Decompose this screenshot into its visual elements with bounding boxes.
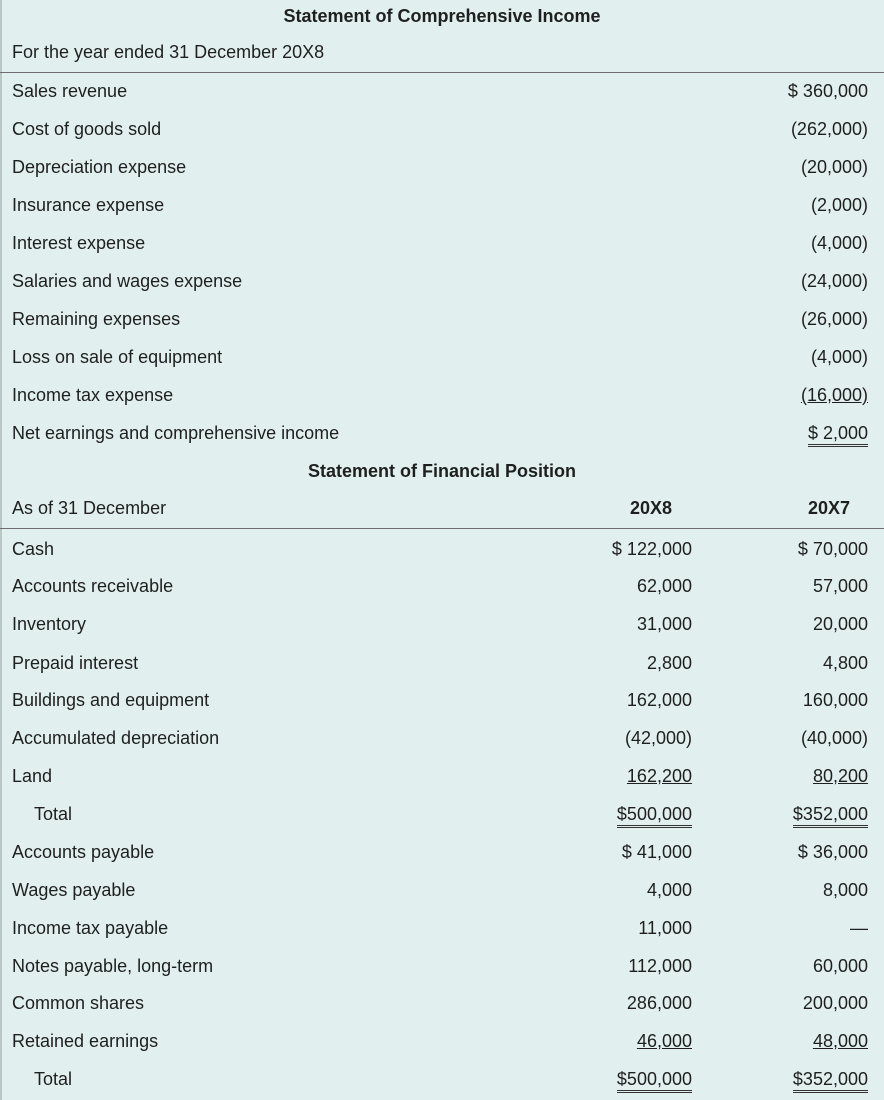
income-row-value: (4,000) — [810, 233, 868, 253]
income-row-label: Insurance expense — [12, 195, 165, 215]
income-row-label: Net earnings and comprehensive income — [12, 423, 340, 443]
income-row-value: (26,000) — [800, 309, 868, 329]
position-row-label: Land — [12, 766, 53, 786]
position-row-label: Buildings and equipment — [12, 690, 210, 710]
position-value-20x8: 2,800 — [646, 653, 692, 673]
position-value-20x7: 57,000 — [812, 576, 868, 596]
position-row-label: Wages payable — [12, 880, 136, 900]
position-value-20x7: $352,000 — [793, 1069, 868, 1093]
position-value-20x8: $ 41,000 — [621, 842, 692, 862]
position-row-label: Total — [34, 804, 73, 824]
position-value-20x8: 46,000 — [636, 1031, 692, 1051]
position-value-20x7: 160,000 — [802, 690, 868, 710]
position-value-20x7: — — [850, 918, 868, 938]
column-header-20x7: 20X7 — [807, 498, 850, 518]
header-divider — [0, 528, 884, 529]
income-row-label: Income tax expense — [12, 385, 174, 405]
position-value-20x7: 8,000 — [822, 880, 868, 900]
income-row-label: Cost of goods sold — [12, 119, 162, 139]
header-divider — [0, 72, 884, 73]
income-row-label: Sales revenue — [12, 81, 128, 101]
position-value-20x7: $ 70,000 — [797, 539, 868, 559]
income-row-label: Loss on sale of equipment — [12, 347, 223, 367]
position-row-label: Retained earnings — [12, 1031, 159, 1051]
financial-position-title: Statement of Financial Position — [307, 461, 577, 481]
income-row-label: Interest expense — [12, 233, 146, 253]
position-value-20x8: $ 122,000 — [611, 539, 692, 559]
position-row-label: Prepaid interest — [12, 653, 139, 673]
position-row-label: Accounts payable — [12, 842, 155, 862]
income-row-value: $ 2,000 — [808, 423, 868, 447]
position-value-20x8: 286,000 — [626, 993, 692, 1013]
position-row-label: Common shares — [12, 993, 145, 1013]
position-value-20x7: 80,200 — [812, 766, 868, 786]
income-row-value: (16,000) — [800, 385, 868, 405]
position-row-label: Inventory — [12, 614, 87, 634]
position-value-20x8: 31,000 — [636, 614, 692, 634]
position-value-20x7: (40,000) — [800, 728, 868, 748]
position-row-label: Total — [34, 1069, 73, 1089]
position-value-20x8: 4,000 — [646, 880, 692, 900]
position-value-20x8: 162,200 — [626, 766, 692, 786]
position-value-20x8: 162,000 — [626, 690, 692, 710]
income-row-value: (4,000) — [810, 347, 868, 367]
income-row-label: Remaining expenses — [12, 309, 181, 329]
income-row-label: Salaries and wages expense — [12, 271, 243, 291]
position-row-label: Notes payable, long-term — [12, 956, 214, 976]
position-value-20x7: 4,800 — [822, 653, 868, 673]
position-value-20x7: 60,000 — [812, 956, 868, 976]
income-row-value: (24,000) — [800, 271, 868, 291]
income-row-value: (262,000) — [790, 119, 868, 139]
income-row-value: (2,000) — [810, 195, 868, 215]
as-of-label: As of 31 December — [12, 498, 167, 518]
position-value-20x7: $ 36,000 — [797, 842, 868, 862]
position-row-label: Accounts receivable — [12, 576, 174, 596]
position-value-20x7: 48,000 — [812, 1031, 868, 1051]
income-row-value: $ 360,000 — [787, 81, 868, 101]
position-value-20x8: 62,000 — [636, 576, 692, 596]
position-value-20x7: $352,000 — [793, 804, 868, 828]
position-row-label: Income tax payable — [12, 918, 169, 938]
position-value-20x8: $500,000 — [617, 1069, 692, 1093]
income-row-value: (20,000) — [800, 157, 868, 177]
position-row-label: Cash — [12, 539, 55, 559]
position-row-label: Accumulated depreciation — [12, 728, 220, 748]
position-value-20x7: 200,000 — [802, 993, 868, 1013]
position-value-20x8: $500,000 — [617, 804, 692, 828]
income-statement-title: Statement of Comprehensive Income — [283, 6, 601, 26]
income-row-label: Depreciation expense — [12, 157, 187, 177]
position-value-20x8: 11,000 — [638, 918, 692, 938]
income-statement-period: For the year ended 31 December 20X8 — [12, 42, 325, 62]
position-value-20x8: (42,000) — [624, 728, 692, 748]
column-header-20x8: 20X8 — [629, 498, 672, 518]
left-border — [0, 0, 2, 1100]
position-value-20x7: 20,000 — [812, 614, 868, 634]
position-value-20x8: 112,000 — [628, 956, 692, 976]
